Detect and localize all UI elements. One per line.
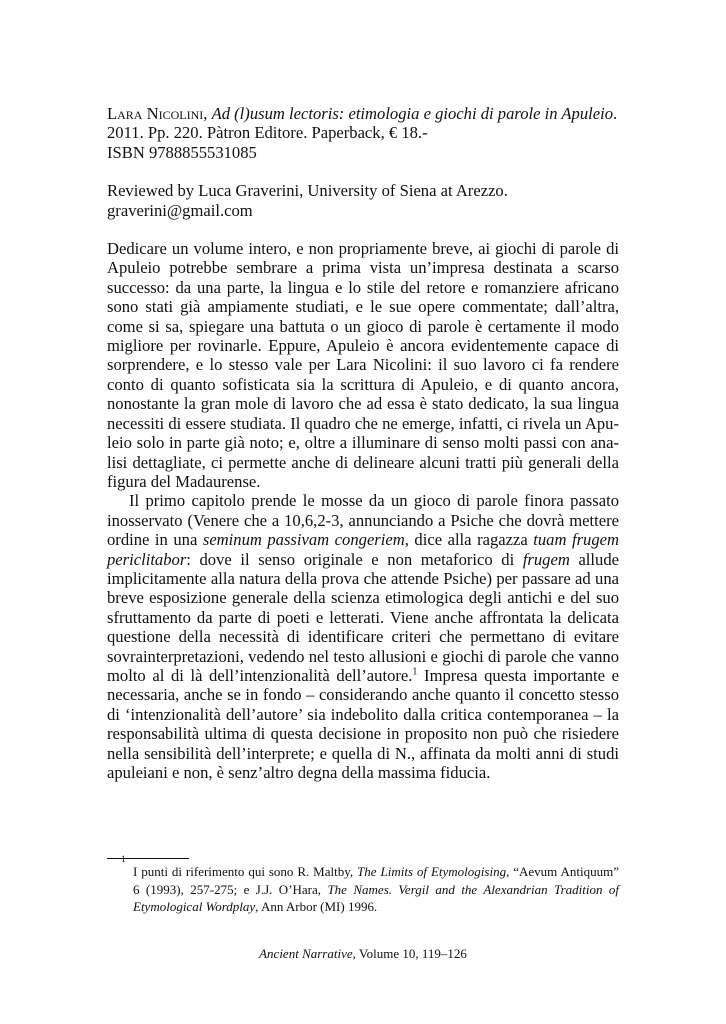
- journal-name: Ancient Narrative,: [259, 946, 356, 961]
- paragraph-2-text-e: Impresa questa importante e necessaria, anche se in fondo – considerando anche quanto il concetto stesso di ‘intenzionalità dell’autore’ sia indebolito dalla critica contemporanea – la responsabilità ultima di questa decisione in proposito non può che risiedere nella sensibilità dell’interprete; e quella di N., affinata da molti anni di studi apuleiani e non, è senz’altro degna della massima fiducia.: [107, 665, 619, 782]
- reviewer-email: graverini@gmail.com: [107, 200, 253, 220]
- footnote-separator: [107, 858, 189, 859]
- book-header: [107, 104, 619, 162]
- page-content: [107, 104, 619, 782]
- latin-word-frugem: frugem: [522, 549, 570, 569]
- footnote-title-2: The Names. Vergil and the Alexandrian Tradition of Etymological Wordplay: [133, 881, 619, 914]
- paragraph-2-text-b: , dice alla ragazza: [404, 530, 534, 550]
- book-title: Ad (l)usum lectoris: etimologia e giochi di parole in Apuleio: [211, 104, 613, 123]
- footnote-title-1: The Limits of Etymologising: [357, 864, 507, 879]
- author-title-line: Lara Nicolini, Ad (l)usum lectoris: etimologia e giochi di parole in Apuleio.: [107, 104, 618, 123]
- review-body: [107, 239, 619, 782]
- reviewer-line: Reviewed by Luca Graverini, University of Siena at Arezzo.: [107, 181, 508, 201]
- page-footer: [0, 946, 726, 962]
- paragraph-2: [107, 491, 619, 782]
- volume-pages: Volume 10, 119–126: [355, 946, 467, 961]
- footnote-1: 1 I punti di riferimento qui sono R. Maltby, The Limits of Etymologising, “Aevum Antiquum” 6 (1993), 257-275; e J.J. O’Hara, The Names. Vergil and the Alexandrian Tradition of Etymological Wordplay, Ann Arbor (MI) 1996.: [121, 854, 619, 914]
- footnote-text-a: I punti di riferimento qui sono R. Maltby,: [133, 864, 358, 879]
- isbn: ISBN 9788855531085: [107, 142, 257, 162]
- latin-quote-1: seminum passivam congeriem: [202, 530, 405, 550]
- publication-line: 2011. Pp. 220. Pàtron Editore. Paperback, € 18.-: [107, 123, 428, 143]
- author-last-name: Nicolini: [146, 104, 204, 123]
- paragraph-1: Dedicare un volume intero, e non propriamente breve, ai giochi di parole di Apuleio potrebbe sembrare a prima vista un’impresa destinata a scarso successo: da una parte, la lingua e lo stile del retore e romanziere africano sono stati già ampiamente studiati, e le sue opere commentate; dall’altra, come si sa, spiegare una battuta o un gioco di parole è certamente il modo migliore per rovinarle. Eppure, Apuleio è ancora evidentemente capace di sorprendere, e lo stesso vale per Lara Nicolini: il suo lavoro ci fa rendere conto di quanto sofisticata sia la scrittura di Apuleio, e di quanto ancora, nonostante la gran mole di lavoro che ad essa è stato dedicato, la sua lingua necessiti di essere studiata. Il quadro che ne emerge, infatti, ci rivela un Apuleio solo in parte già noto; e, oltre a illuminare di senso molti passi con analisi dettagliate, ci permette anche di delineare alcuni tratti più generali della figura del Madaurense.: [107, 239, 619, 491]
- paragraph-2-text-c: : dove il senso originale e non metaforico di: [186, 549, 523, 569]
- paragraph-2-text-a: Il primo capitolo prende le mosse da un gioco di parole finora passato inosservato (Venere che a 10,6,2-3, annunciando a Psiche che dovrà mettere ordine in una: [107, 491, 619, 550]
- reviewer-info: [107, 181, 619, 220]
- footnote-reference[interactable]: 1: [412, 666, 418, 678]
- paragraph-2-text-d: allude implicitamente alla natura della prova che attende Psiche) per passare ad una breve esposizione generale della scienza etimologica degli antichi e del suo sfruttamento da parte di poeti e letterati. Viene anche affrontata la delicata questione della necessità di identificare criteri che permettano di evitare sovrainterpretazioni, vedendo nel testo allusioni e giochi di parole che vanno molto al di là dell’intenzionalità dell’autore.: [107, 549, 619, 685]
- author-first-name: Lara: [107, 104, 143, 123]
- footnote-text-c: , Ann Arbor (MI) 1996.: [255, 899, 378, 914]
- latin-quote-2: tuam frugem periclitabor: [107, 530, 619, 569]
- footnote-text-b: , “Aevum Antiquum” 6 (1993), 257-275; e J.J. O’Hara,: [133, 864, 619, 897]
